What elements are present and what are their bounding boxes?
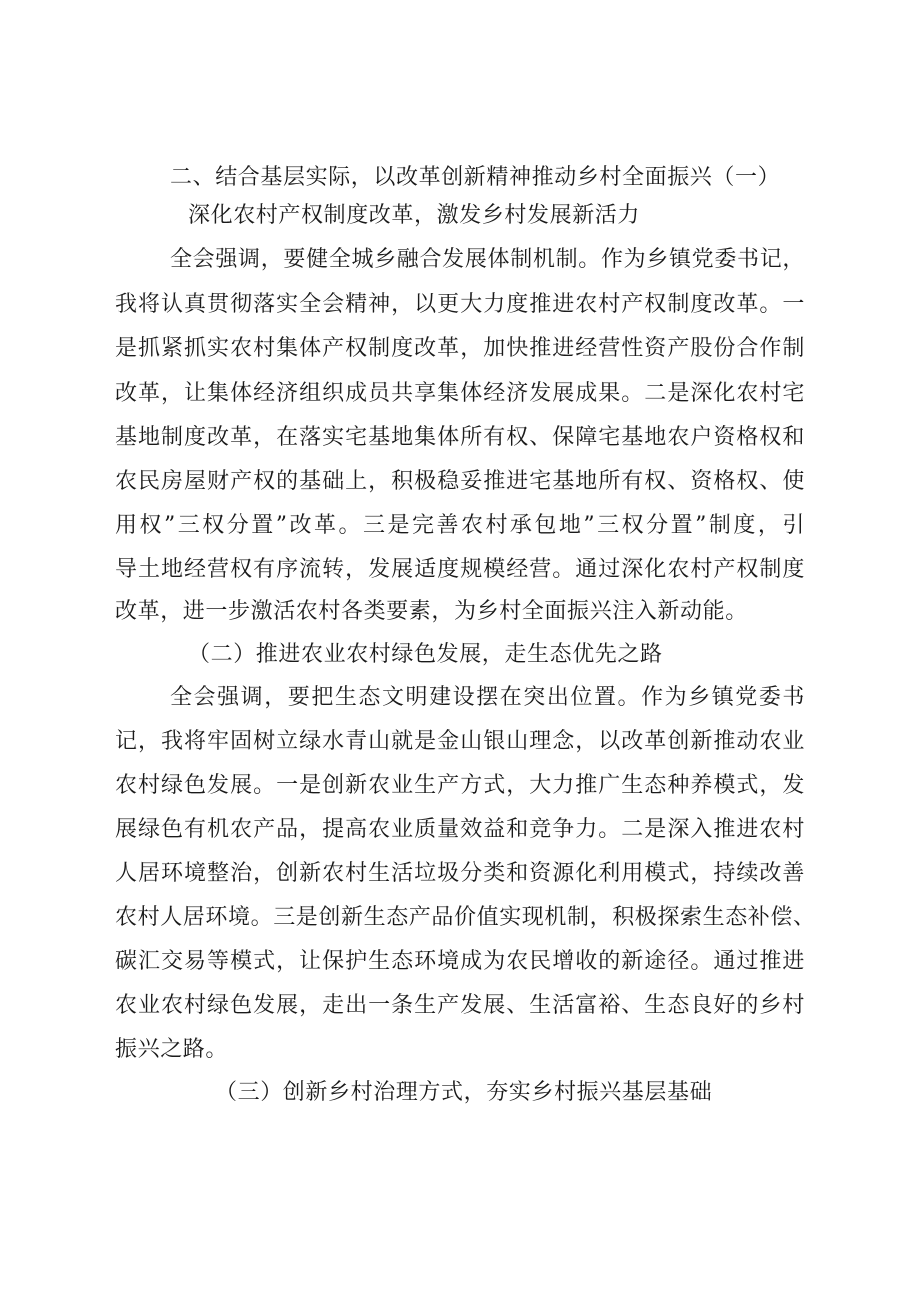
paragraph-2-line: 人居环境整治，创新农村生活垃圾分类和资源化利用模式，持续改善: [115, 861, 805, 886]
paragraph-2-line: 振兴之路。: [115, 1037, 229, 1062]
paragraph-2-line: 农村绿色发展。一是创新农业生产方式，大力推广生态种养模式，发: [115, 773, 805, 798]
paragraph-2-line: 农村人居环境。三是创新生态产品价值实现机制，积极探索生态补偿、: [115, 905, 816, 930]
paragraph-1-line: 全会强调，要健全城乡融合发展体制机制。作为乡镇党委书记，: [170, 247, 805, 272]
paragraph-1-line: 是抓紧抓实农村集体产权制度改革，加快推进经营性资产股份合作制: [115, 336, 805, 361]
paragraph-1-line: 改革，让集体经济组织成员共享集体经济发展成果。二是深化农村宅: [115, 381, 805, 406]
paragraph-1-line: 改革，进一步激活农村各类要素，为乡村全面振兴注入新动能。: [115, 599, 748, 624]
paragraph-2-line: 展绿色有机农产品，提高农业质量效益和竞争力。二是深入推进农村: [115, 817, 805, 842]
subsection-heading-2: （二）推进农业农村绿色发展，走生态优先之路: [188, 642, 663, 667]
paragraph-1-line: 基地制度改革，在落实宅基地集体所有权、保障宅基地农户资格权和: [115, 425, 805, 450]
subsection-heading-1: 深化农村产权制度改革，激发乡村发展新活力: [188, 203, 641, 228]
paragraph-1-line: 导土地经营权有序流转，发展适度规模经营。通过深化农村产权制度: [115, 557, 805, 582]
paragraph-1-line: 用权”三权分置”改革。三是完善农村承包地”三权分置”制度，引: [115, 513, 805, 538]
section-heading: 二、结合基层实际，以改革创新精神推动乡村全面振兴（一）: [170, 165, 781, 190]
paragraph-2-line: 农业农村绿色发展，走出一条生产发展、生活富裕、生态良好的乡村: [115, 993, 805, 1018]
paragraph-1-line: 农民房屋财产权的基础上，积极稳妥推进宅基地所有权、资格权、使: [115, 469, 805, 494]
paragraph-2-line: 碳汇交易等模式，让保护生态环境成为农民增收的新途径。通过推进: [115, 949, 805, 974]
subsection-heading-3: （三）创新乡村治理方式，夯实乡村振兴基层基础: [215, 1080, 713, 1105]
paragraph-2-line: 记，我将牢固树立绿水青山就是金山银山理念，以改革创新推动农业: [115, 729, 805, 754]
paragraph-1-line: 我将认真贯彻落实全会精神，以更大力度推进农村产权制度改革。一: [115, 292, 805, 317]
paragraph-2-line: 全会强调，要把生态文明建设摆在突出位置。作为乡镇党委书: [170, 685, 805, 710]
